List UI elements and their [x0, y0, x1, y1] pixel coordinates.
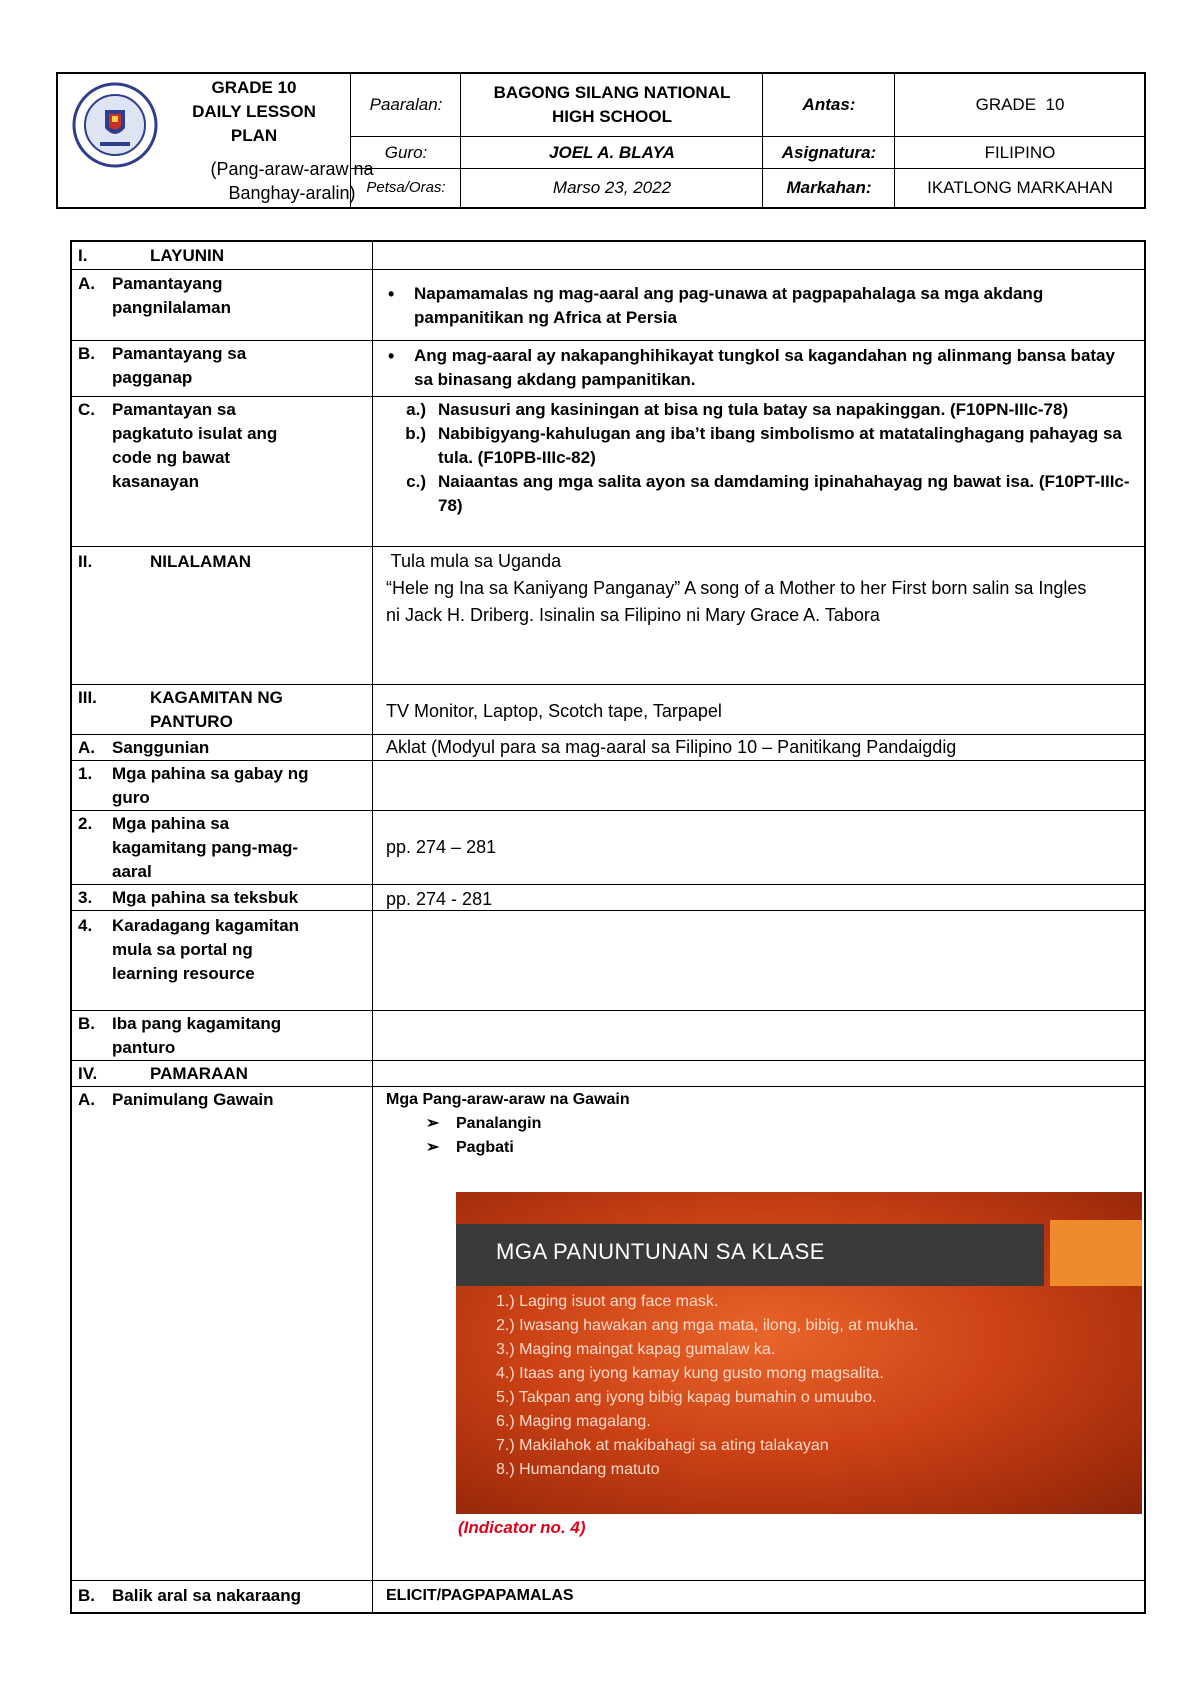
panimulang-content: Mga Pang-araw-araw na Gawain ➢ Panalangin ➢ Pagbati	[386, 1088, 1146, 1160]
list-item: 3.) Maging maingat kapag gumalaw ka.	[496, 1341, 776, 1358]
teksbuk-pages: pp. 274 - 281	[386, 889, 493, 909]
row-karagdagang: 4. Karadagang kagamitan mula sa portal ng learning resource	[78, 916, 300, 983]
list-item: ➢ Pagbati	[420, 1136, 1146, 1160]
section-layunin: I. LAYUNIN	[78, 246, 224, 265]
list-item: 4.) Itaas ang iyong kamay kung gusto mong magsalita.	[496, 1365, 884, 1382]
pagganap-bullet: • Ang mag-aaral ay nakapanghihikayat tungkol sa kagandahan ng alinmang bansa batay sa binasang akdang pampanitikan.	[376, 344, 1136, 392]
class-rules-slide	[456, 1192, 1142, 1514]
slide-title-bar	[456, 1224, 1044, 1286]
list-item: ➢ Panalangin	[420, 1112, 1146, 1136]
antas-label: Antas:	[802, 95, 856, 114]
section-nilalaman: II. NILALAMAN	[78, 552, 252, 571]
section-kagamitan: III. KAGAMITAN NG PANTURO	[78, 688, 283, 731]
paaralan-value: BAGONG SILANG NATIONAL HIGH SCHOOL	[493, 83, 731, 126]
section-pamaraan: IV. PAMARAAN	[78, 1064, 248, 1083]
guro-value: JOEL A. BLAYA	[549, 142, 675, 162]
slide-accent-block	[1050, 1220, 1142, 1286]
markahan-label: Markahan:	[786, 178, 872, 197]
markahan-value: IKATLONG MARKAHAN	[927, 178, 1113, 197]
deped-seal	[72, 82, 158, 168]
asignatura-label: Asignatura:	[781, 142, 877, 162]
list-item: 7.) Makilahok at makibahagi sa ating talakayan	[496, 1437, 829, 1454]
list-item: c.) Naiaantas ang mga salita ayon sa damdaming ipinahahayag ng bawat isa. (F10PT-IIIc-78)	[406, 472, 1130, 515]
list-item: a.) Nasusuri ang kasiningan at bisa ng tula batay sa napakinggan. (F10PN-IIIc-78)	[406, 400, 1069, 419]
pagkatuto-list	[376, 398, 1142, 518]
petsa-value: Marso 23, 2022	[552, 178, 672, 197]
petsa-label: Petsa/Oras:	[366, 179, 446, 196]
plan-subtitle: (Pang-araw-araw na Banghay-aralin)	[210, 159, 374, 203]
guro-label: Guro:	[384, 142, 428, 162]
row-sanggunian: A. Sanggunian	[78, 738, 210, 757]
nilalaman-value: Tula mula sa Uganda “Hele ng Ina sa Kaniyang Panganay” A song of a Mother to her First born salin sa Ingles ni Jack H. Driberg. Isinalin sa Filipino ni Mary Grace A. Tabora	[386, 551, 1087, 625]
asignatura-value: FILIPINO	[984, 142, 1056, 162]
row-pamantayang-pangnilalaman: A. Pamantayang pangnilalaman	[78, 274, 232, 317]
antas-value: GRADE 10	[975, 95, 1065, 114]
slide-rules-list	[496, 1290, 918, 1482]
list-item: 1.) Laging isuot ang face mask.	[496, 1293, 719, 1310]
balik-aral-value: ELICIT/PAGPAPAMALAS	[386, 1587, 574, 1604]
row-pamantayang-pagganap: B. Pamantayang sa pagganap	[78, 344, 247, 387]
kagamitan-value: TV Monitor, Laptop, Scotch tape, Tarpapel	[386, 701, 722, 721]
arrow-bullet-icon: ➢	[426, 1115, 440, 1132]
list-item: 6.) Maging magalang.	[496, 1413, 651, 1430]
row-teksbuk: 3. Mga pahina sa teksbuk	[78, 888, 299, 907]
paaralan-label: Paaralan:	[369, 95, 443, 114]
pangnilalaman-bullet: • Napamamalas ng mag-aaral ang pag-unawa at pagpapahalaga sa mga akdang pampanitikan ng Africa at Persia	[376, 282, 1136, 330]
slide-title: MGA PANUNTUNAN SA KLASE	[496, 1239, 825, 1264]
arrow-bullet-icon: ➢	[426, 1139, 440, 1156]
row-pamantayan-pagkatuto: C. Pamantayan sa pagkatuto isulat ang code ng bawat kasanayan	[78, 400, 278, 491]
list-item: 2.) Iwasang hawakan ang mga mata, ilong, bibig, at mukha.	[496, 1317, 919, 1334]
indicator-note: (Indicator no. 4)	[458, 1518, 586, 1537]
plan-title: GRADE 10 DAILY LESSON PLAN	[192, 78, 316, 145]
sanggunian-value: Aklat (Modyul para sa mag-aaral sa Filipino 10 – Panitikang Pandaigdig	[386, 737, 957, 757]
row-kagamitang-mag-aaral: 2. Mga pahina sa kagamitang pang-mag- aaral	[78, 814, 299, 881]
row-iba-pang: B. Iba pang kagamitang panturo	[78, 1014, 282, 1057]
list-item: 5.) Takpan ang iyong bibig kapag bumahin o umuubo.	[496, 1389, 877, 1406]
list-item: b.) Nabibigyang-kahulugan ang iba’t ibang simbolismo at matatalinghagang pahayag sa tula. (F10PB-IIIc-82)	[405, 424, 1122, 467]
mag-aaral-pages: pp. 274 – 281	[386, 837, 497, 857]
row-panimulang-gawain: A. Panimulang Gawain	[78, 1090, 274, 1109]
row-balik-aral: B. Balik aral sa nakaraang	[78, 1586, 302, 1605]
list-item: 8.) Humandang matuto	[496, 1461, 660, 1478]
row-gabay-guro: 1. Mga pahina sa gabay ng guro	[78, 764, 309, 807]
header-table	[56, 72, 1146, 209]
